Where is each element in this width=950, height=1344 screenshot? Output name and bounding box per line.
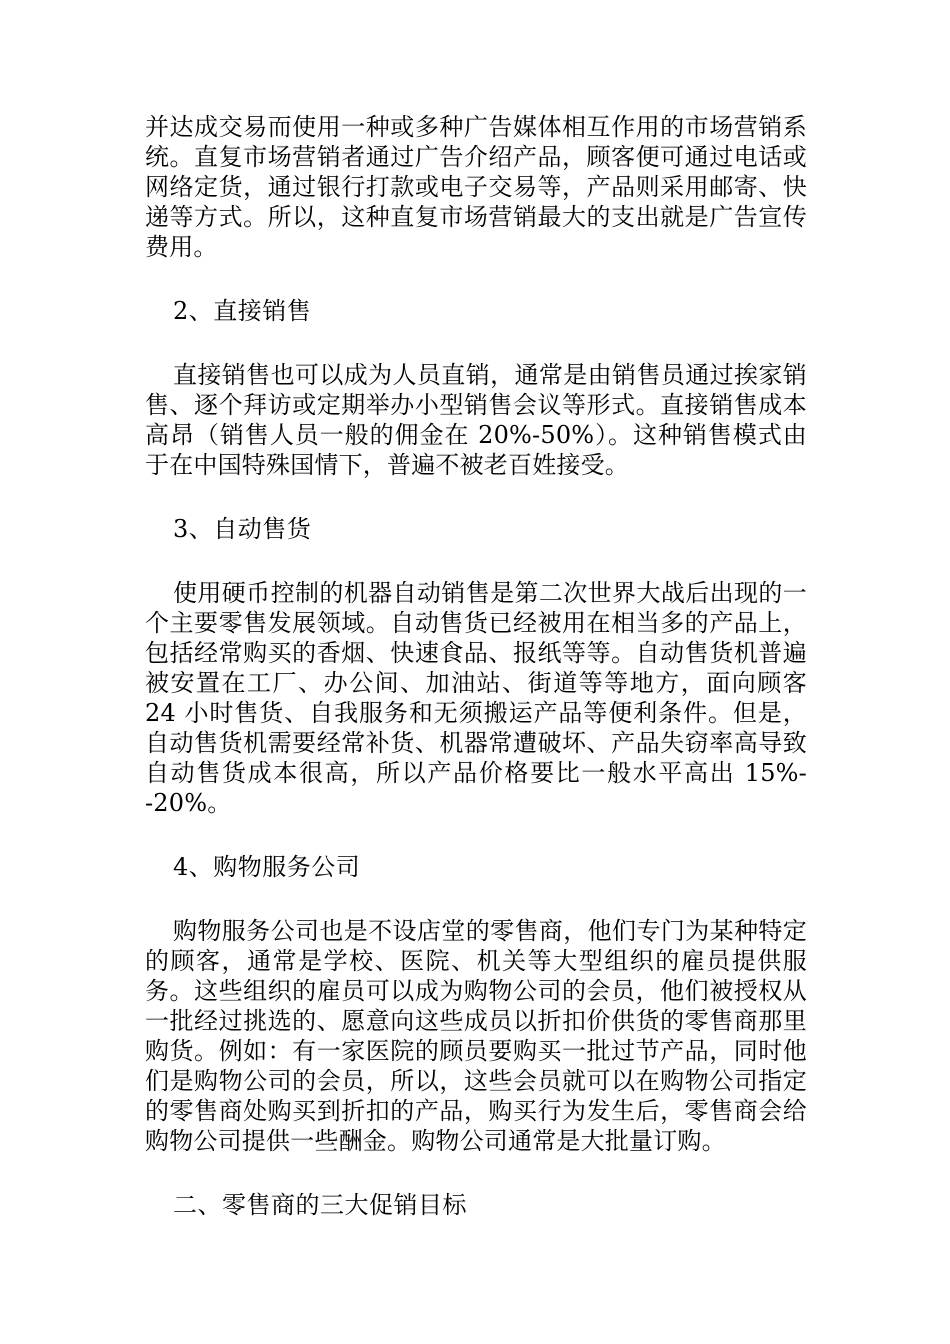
- paragraph-vending: 使用硬币控制的机器自动销售是第二次世界大战后出现的一个主要零售发展领域。自动售货已经被用在相当多的产品上，包括经常购买的香烟、快速食品、报纸等等。自动售货机普遍被安置在工厂、办公间、加油站、街道等等地方，面向顾客 24 小时售货、自我服务和无须搬运产品等便利条件。但是，自动售货机需要经常补货、机器常遭破坏、产品失窃率高导致自动售货成本很高，所以产品价格要比一般水平高出 15%--20%。: [145, 579, 807, 817]
- document-body: [145, 112, 807, 1254]
- paragraph-direct-selling: 直接销售也可以成为人员直销，通常是由销售员通过挨家销售、逐个拜访或定期举办小型销售会议等形式。直接销售成本高昂（销售人员一般的佣金在 20%-50%）。这种销售模式由于在中国特殊国情下，普遍不被老百姓接受。: [145, 361, 807, 479]
- paragraph-direct-marketing: 并达成交易而使用一种或多种广告媒体相互作用的市场营销系统。直复市场营销者通过广告介绍产品，顾客便可通过电话或网络定货，通过银行打款或电子交易等，产品则采用邮寄、快递等方式。所以，这种直复市场营销最大的支出就是广告宣传费用。: [145, 113, 807, 261]
- paragraph-shopping-service: 购物服务公司也是不设店堂的零售商，他们专门为某种特定的顾客，通常是学校、医院、机关等大型组织的雇员提供服务。这些组织的雇员可以成为购物公司的会员，他们被授权从一批经过挑选的、愿意向这些成员以折扣价供货的零售商那里购货。例如：有一家医院的顾员要购买一批过节产品，同时他们是购物公司的会员，所以，这些会员就可以在购物公司指定的零售商处购买到折扣的产品，购买行为发生后，零售商会给购物公司提供一些酬金。购物公司通常是大批量订购。: [145, 917, 807, 1155]
- heading-promotion-goals: 二、零售商的三大促销目标: [173, 1191, 467, 1219]
- heading-shopping-service: 4、购物服务公司: [173, 853, 361, 881]
- heading-vending: 3、自动售货: [173, 515, 312, 543]
- heading-direct-selling: 2、直接销售: [173, 297, 312, 325]
